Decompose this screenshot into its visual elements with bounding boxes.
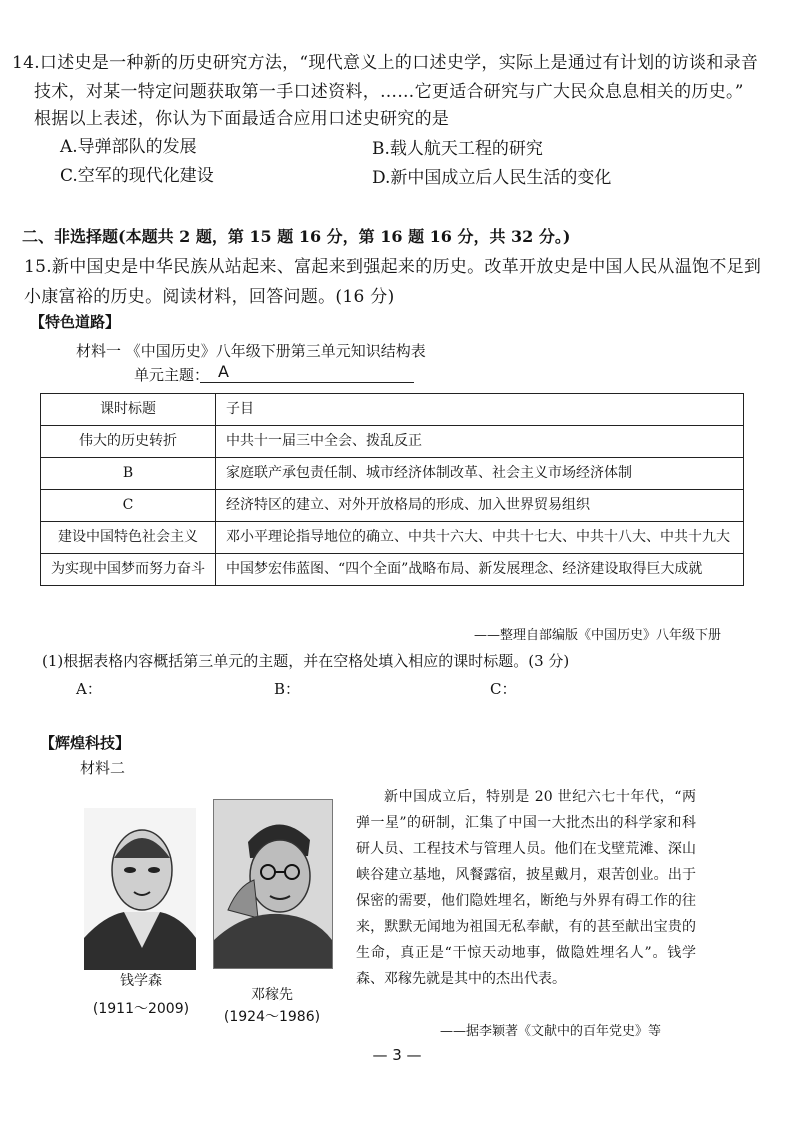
name-deng-jiaxian: 邓稼先 [251,987,293,1003]
table-cell-topics: 家庭联产承包责任制、城市经济体制改革、社会主义市场经济体制 [216,458,744,490]
section-tag-tech: 【辉煌科技】 [40,734,131,752]
q14-option-d: D.新中国成立后人民生活的变化 [372,168,612,188]
portrait-deng-jiaxian-drawing [214,800,332,968]
knowledge-structure-table [40,393,744,586]
table-header-right: 子目 [216,394,744,426]
unit-theme-value: A [218,362,229,381]
table-row [41,458,744,490]
q15-stem-line2: 小康富裕的历史。阅读材料，回答问题。(16 分) [24,287,395,307]
material-two-title: 材料二 [80,759,126,777]
q14-option-c: C.空军的现代化建设 [60,166,214,186]
q15-stem-line1: 15.新中国史是中华民族从站起来、富起来到强起来的历史。改革开放史是中国人民从温饱不足到 [24,257,762,277]
table-row [41,490,744,522]
table-cell-topics: 中国梦宏伟蓝图、“四个全面”战略布局、新发展理念、经济建设取得巨大成就 [216,554,744,586]
unit-theme-underline [200,382,414,383]
unit-theme-label: 单元主题： [134,366,210,384]
sub-question-1: (1)根据表格内容概括第三单元的主题，并在空格处填入相应的课时标题。(3 分) [42,652,570,670]
section-tag-road: 【特色道路】 [30,313,121,331]
q14-stem-line1: 14.口述史是一种新的历史研究方法，“现代意义上的口述史学，实际上是通过有计划的访谈和录音 [12,53,759,73]
page-number: — 3 — [372,1046,422,1064]
table-cell-topics: 邓小平理论指导地位的确立、中共十六大、中共十七大、中共十八大、中共十九大 [216,522,744,554]
table-cell-lesson: 为实现中国梦而努力奋斗 [41,554,216,586]
material-two-source: ——据李颖著《文献中的百年党史》等 [440,1024,662,1039]
q14-option-a: A.导弹部队的发展 [60,137,197,157]
answer-blank-c[interactable]: C： [490,680,517,698]
portrait-qian-xuesen [84,808,196,970]
portrait-qian-xuesen-drawing [84,808,196,970]
table-row [41,522,744,554]
table-row [41,554,744,586]
table-cell-lesson: C [41,490,216,522]
section-heading: 二、非选择题(本题共 2 题，第 15 题 16 分，第 16 题 16 分，共 32 分。) [22,227,571,246]
table-cell-topics: 中共十一届三中全会、拨乱反正 [216,426,744,458]
table-cell-lesson: B [41,458,216,490]
years-qian-xuesen: (1911～2009) [92,1001,190,1017]
years-deng-jiaxian: (1924～1986) [223,1009,321,1025]
table-cell-topics: 经济特区的建立、对外开放格局的形成、加入世界贸易组织 [216,490,744,522]
material-two-text: 新中国成立后，特别是 20 世纪六七十年代，“两弹一星”的研制，汇集了中国一大批杰出的科学家和科研人员、工程技术与管理人员。他们在戈壁荒滩、深山峡谷建立基地，风餐露宿，披星戴月，艰苦创业。出于保密的需要，他们隐姓埋名，断绝与外界有碍工作的往来，默默无闻地为祖国无私奉献，有的甚至献出宝贵的生命，真正是“干惊天动地事，做隐姓埋名人”。钱学森、邓稼先就是其中的杰出代表。 [356,789,696,987]
q14-stem-line2: 技术，对某一特定问题获取第一手口述资料，……它更适合研究与广大民众息息相关的历史。” [34,82,744,102]
table-header-left: 课时标题 [41,394,216,426]
material-one-title: 材料一 《中国历史》八年级下册第三单元知识结构表 [76,342,426,360]
q14-option-b: B.载人航天工程的研究 [372,139,543,159]
table-header-row [41,394,744,426]
material-one-source: ——整理自部编版《中国历史》八年级下册 [474,628,722,643]
table-row [41,426,744,458]
material-two-paragraph [356,784,696,992]
answer-blank-b[interactable]: B： [274,680,301,698]
name-qian-xuesen: 钱学森 [120,973,162,989]
table-cell-lesson: 伟大的历史转折 [41,426,216,458]
portrait-deng-jiaxian [213,799,333,969]
table-cell-lesson: 建设中国特色社会主义 [41,522,216,554]
q14-stem-line3: 根据以上表述，你认为下面最适合应用口述史研究的是 [34,109,450,129]
answer-blank-a[interactable]: A： [76,680,102,698]
